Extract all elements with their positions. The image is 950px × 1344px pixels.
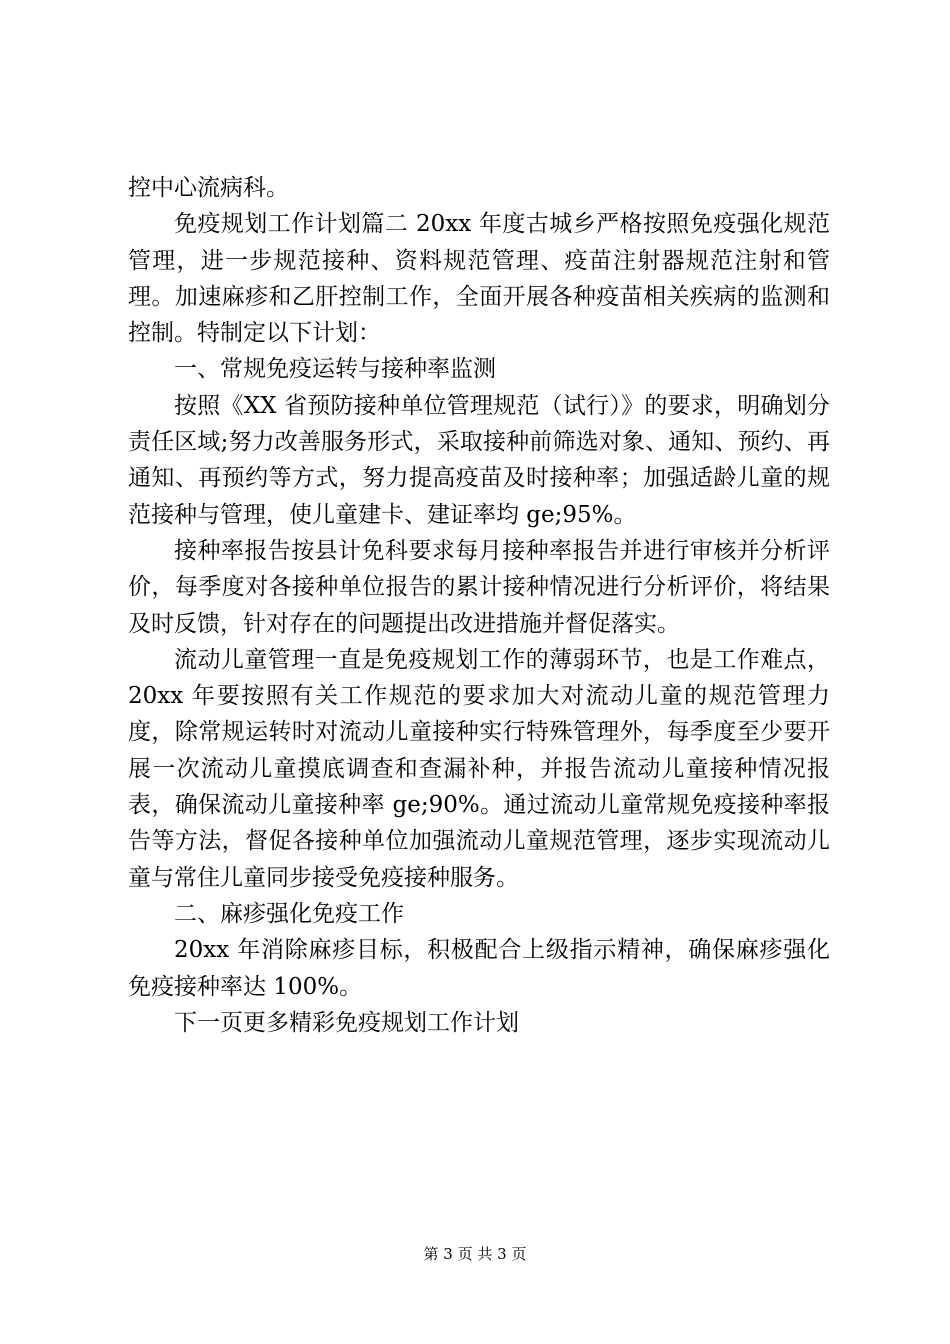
paragraph-2: 免疫规划工作计划篇二 20xx 年度古城乡严格按照免疫强化规范管理，进一步规范接种、资料规范管理、疫苗注射器规范注射和管理。加速麻疹和乙肝控制工作，全面开展各种疫苗相关疾病的监测和控制。特制定以下计划： xyxy=(128,211,830,347)
document-body xyxy=(128,170,830,1041)
section-heading-1: 一、常规免疫运转与接种率监测 xyxy=(174,356,496,383)
next-page-link: 下一页更多精彩免疫规划工作计划 xyxy=(174,1009,519,1036)
page-number-footer: 第 3 页 共 3 页 xyxy=(423,1245,527,1263)
paragraph-4: 接种率报告按县计免科要求每月接种率报告并进行审核并分析评价，每季度对各接种单位报告的累计接种情况进行分析评价，将结果及时反馈，针对存在的问题提出改进措施并督促落实。 xyxy=(128,537,830,637)
paragraph-1: 控中心流病科。 xyxy=(128,175,289,201)
section-heading-2: 二、麻疹强化免疫工作 xyxy=(174,900,404,927)
paragraph-3: 按照《XX 省预防接种单位管理规范（试行）》的要求，明确划分责任区域;努力改善服务形式，采取接种前筛选对象、通知、预约、再通知、再预约等方式，努力提高疫苗及时接种率；加强适龄儿童的规范接种与管理，使儿童建卡、建证率均 ge;95%。 xyxy=(128,392,830,528)
paragraph-5: 流动儿童管理一直是免疫规划工作的薄弱环节，也是工作难点，20xx 年要按照有关工作规范的要求加大对流动儿童的规范管理力度，除常规运转时对流动儿童接种实行特殊管理外，每季度至少要开展一次流动儿童摸底调查和查漏补种，并报告流动儿童接种情况报表，确保流动儿童接种率 ge;90%。通过流动儿童常规免疫接种率报告等方法，督促各接种单位加强流动儿童规范管理，逐步实现流动儿童与常住儿童同步接受免疫接种服务。 xyxy=(128,646,830,891)
paragraph-6: 20xx 年消除麻疹目标，积极配合上级指示精神，确保麻疹强化免疫接种率达 100%。 xyxy=(128,937,830,1000)
